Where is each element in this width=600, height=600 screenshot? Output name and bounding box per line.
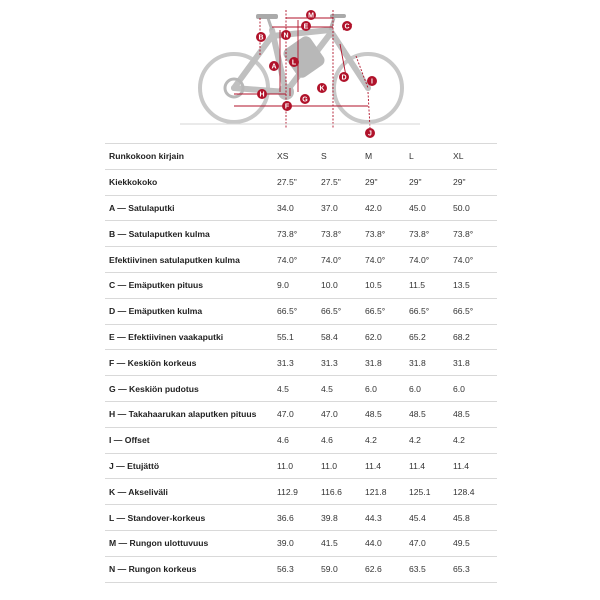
cell-value: 128.4: [453, 479, 497, 505]
cell-value: 11.0: [277, 453, 321, 479]
table-row: [105, 195, 497, 221]
table-row: [105, 350, 497, 376]
table-row: [105, 247, 497, 273]
table-row: [105, 530, 497, 556]
label-A: [269, 61, 279, 71]
cell-value: 4.2: [409, 427, 453, 453]
cell-value: 48.5: [453, 401, 497, 427]
svg-text:A: A: [271, 63, 277, 71]
svg-text:G: G: [302, 96, 308, 104]
cell-value: 66.5°: [453, 298, 497, 324]
table-row: [105, 505, 497, 531]
cell-value: 48.5: [365, 401, 409, 427]
cell-value: 4.2: [453, 427, 497, 453]
row-label: G — Keskiön pudotus: [105, 376, 277, 402]
saddle: [256, 14, 278, 19]
table-row: [105, 324, 497, 350]
header-label: Runkokoon kirjain: [105, 144, 277, 170]
cell-value: 10.0: [321, 272, 365, 298]
cell-value: 31.3: [277, 350, 321, 376]
cell-value: 6.0: [453, 376, 497, 402]
cell-value: 31.8: [409, 350, 453, 376]
cell-value: 13.5: [453, 272, 497, 298]
svg-text:H: H: [259, 91, 265, 99]
cell-value: 65.3: [453, 556, 497, 582]
svg-text:K: K: [319, 85, 325, 93]
cell-value: 66.5°: [321, 298, 365, 324]
row-label: I — Offset: [105, 427, 277, 453]
cell-value: 31.8: [453, 350, 497, 376]
cell-value: 58.4: [321, 324, 365, 350]
row-label: D — Emäputken kulma: [105, 298, 277, 324]
row-label: K — Akseliväli: [105, 479, 277, 505]
row-label: N — Rungon korkeus: [105, 556, 277, 582]
cell-value: 47.0: [321, 401, 365, 427]
table-row: [105, 169, 497, 195]
cell-value: 11.0: [321, 453, 365, 479]
size-header: XL: [453, 144, 497, 170]
label-K: [317, 83, 327, 93]
cell-value: 47.0: [277, 401, 321, 427]
size-header: L: [409, 144, 453, 170]
cell-value: 121.8: [365, 479, 409, 505]
svg-text:E: E: [303, 23, 309, 31]
cell-value: 39.8: [321, 505, 365, 531]
cell-value: 4.5: [277, 376, 321, 402]
cell-value: 11.4: [453, 453, 497, 479]
cell-value: 59.0: [321, 556, 365, 582]
cell-value: 29": [453, 169, 497, 195]
cell-value: 73.8°: [321, 221, 365, 247]
label-I: [367, 76, 377, 86]
cell-value: 73.8°: [277, 221, 321, 247]
row-label: Kiekkokoko: [105, 169, 277, 195]
cell-value: 39.0: [277, 530, 321, 556]
label-N: [281, 30, 291, 40]
cell-value: 9.0: [277, 272, 321, 298]
cell-value: 47.0: [409, 530, 453, 556]
table-row: [105, 272, 497, 298]
size-header: M: [365, 144, 409, 170]
cell-value: 42.0: [365, 195, 409, 221]
bike-geometry-svg: [180, 0, 420, 143]
cell-value: 44.3: [365, 505, 409, 531]
cell-value: 41.5: [321, 530, 365, 556]
cell-value: 73.8°: [453, 221, 497, 247]
size-header: S: [321, 144, 365, 170]
svg-text:C: C: [344, 23, 350, 31]
cell-value: 56.3: [277, 556, 321, 582]
table-row: [105, 453, 497, 479]
cell-value: 125.1: [409, 479, 453, 505]
cell-value: 66.5°: [277, 298, 321, 324]
row-label: L — Standover-korkeus: [105, 505, 277, 531]
cell-value: 66.5°: [409, 298, 453, 324]
cell-value: 4.5: [321, 376, 365, 402]
row-label: Efektiivinen satulaputken kulma: [105, 247, 277, 273]
bike-geometry-diagram: [180, 0, 420, 143]
table-row: [105, 556, 497, 582]
cell-value: 74.0°: [409, 247, 453, 273]
cell-value: 73.8°: [409, 221, 453, 247]
handlebar: [330, 14, 346, 18]
cell-value: 45.0: [409, 195, 453, 221]
cell-value: 29": [365, 169, 409, 195]
cell-value: 74.0°: [277, 247, 321, 273]
table-row: [105, 401, 497, 427]
svg-text:B: B: [258, 34, 264, 42]
row-label: C — Emäputken pituus: [105, 272, 277, 298]
row-label: A — Satulaputki: [105, 195, 277, 221]
table-row: [105, 376, 497, 402]
cell-value: 6.0: [365, 376, 409, 402]
cell-value: 45.4: [409, 505, 453, 531]
cell-value: 27.5": [321, 169, 365, 195]
cell-value: 31.8: [365, 350, 409, 376]
cell-value: 74.0°: [321, 247, 365, 273]
cell-value: 37.0: [321, 195, 365, 221]
label-L: [289, 57, 299, 67]
cell-value: 112.9: [277, 479, 321, 505]
cell-value: 4.6: [321, 427, 365, 453]
row-label: F — Keskiön korkeus: [105, 350, 277, 376]
table-row: [105, 479, 497, 505]
svg-text:L: L: [291, 59, 297, 67]
table-row: [105, 298, 497, 324]
cell-value: 11.4: [365, 453, 409, 479]
svg-text:F: F: [284, 103, 290, 111]
label-B: [256, 32, 266, 42]
cell-value: 6.0: [409, 376, 453, 402]
cell-value: 48.5: [409, 401, 453, 427]
row-label: J — Etujättö: [105, 453, 277, 479]
cell-value: 68.2: [453, 324, 497, 350]
table-header-row: [105, 144, 497, 170]
row-label: E — Efektiivinen vaakaputki: [105, 324, 277, 350]
svg-text:I: I: [371, 78, 373, 86]
cell-value: 66.5°: [365, 298, 409, 324]
svg-text:M: M: [308, 12, 314, 20]
label-H: [257, 89, 267, 99]
cell-value: 74.0°: [365, 247, 409, 273]
cell-value: 116.6: [321, 479, 365, 505]
cell-value: 27.5": [277, 169, 321, 195]
cell-value: 11.4: [409, 453, 453, 479]
label-M: [306, 10, 316, 20]
table-row: [105, 221, 497, 247]
cell-value: 65.2: [409, 324, 453, 350]
cell-value: 73.8°: [365, 221, 409, 247]
cell-value: 55.1: [277, 324, 321, 350]
cell-value: 62.0: [365, 324, 409, 350]
svg-text:N: N: [283, 32, 289, 40]
row-label: B — Satulaputken kulma: [105, 221, 277, 247]
label-G: [300, 94, 310, 104]
cell-value: 50.0: [453, 195, 497, 221]
cell-value: 36.6: [277, 505, 321, 531]
label-D: [339, 72, 349, 82]
row-label: H — Takahaarukan alaputken pituus: [105, 401, 277, 427]
svg-text:J: J: [368, 130, 372, 138]
cell-value: 10.5: [365, 272, 409, 298]
size-header: XS: [277, 144, 321, 170]
label-C: [342, 21, 352, 31]
cell-value: 63.5: [409, 556, 453, 582]
label-F: [282, 101, 292, 111]
cell-value: 49.5: [453, 530, 497, 556]
svg-text:D: D: [341, 74, 347, 82]
cell-value: 4.2: [365, 427, 409, 453]
cell-value: 45.8: [453, 505, 497, 531]
cell-value: 62.6: [365, 556, 409, 582]
cell-value: 44.0: [365, 530, 409, 556]
cell-value: 31.3: [321, 350, 365, 376]
cell-value: 11.5: [409, 272, 453, 298]
geometry-table: [105, 143, 497, 583]
label-J: [365, 128, 375, 138]
cell-value: 29": [409, 169, 453, 195]
table-row: [105, 427, 497, 453]
cell-value: 4.6: [277, 427, 321, 453]
label-E: [301, 21, 311, 31]
cell-value: 74.0°: [453, 247, 497, 273]
battery-block: [281, 34, 327, 80]
cell-value: 34.0: [277, 195, 321, 221]
row-label: M — Rungon ulottuvuus: [105, 530, 277, 556]
